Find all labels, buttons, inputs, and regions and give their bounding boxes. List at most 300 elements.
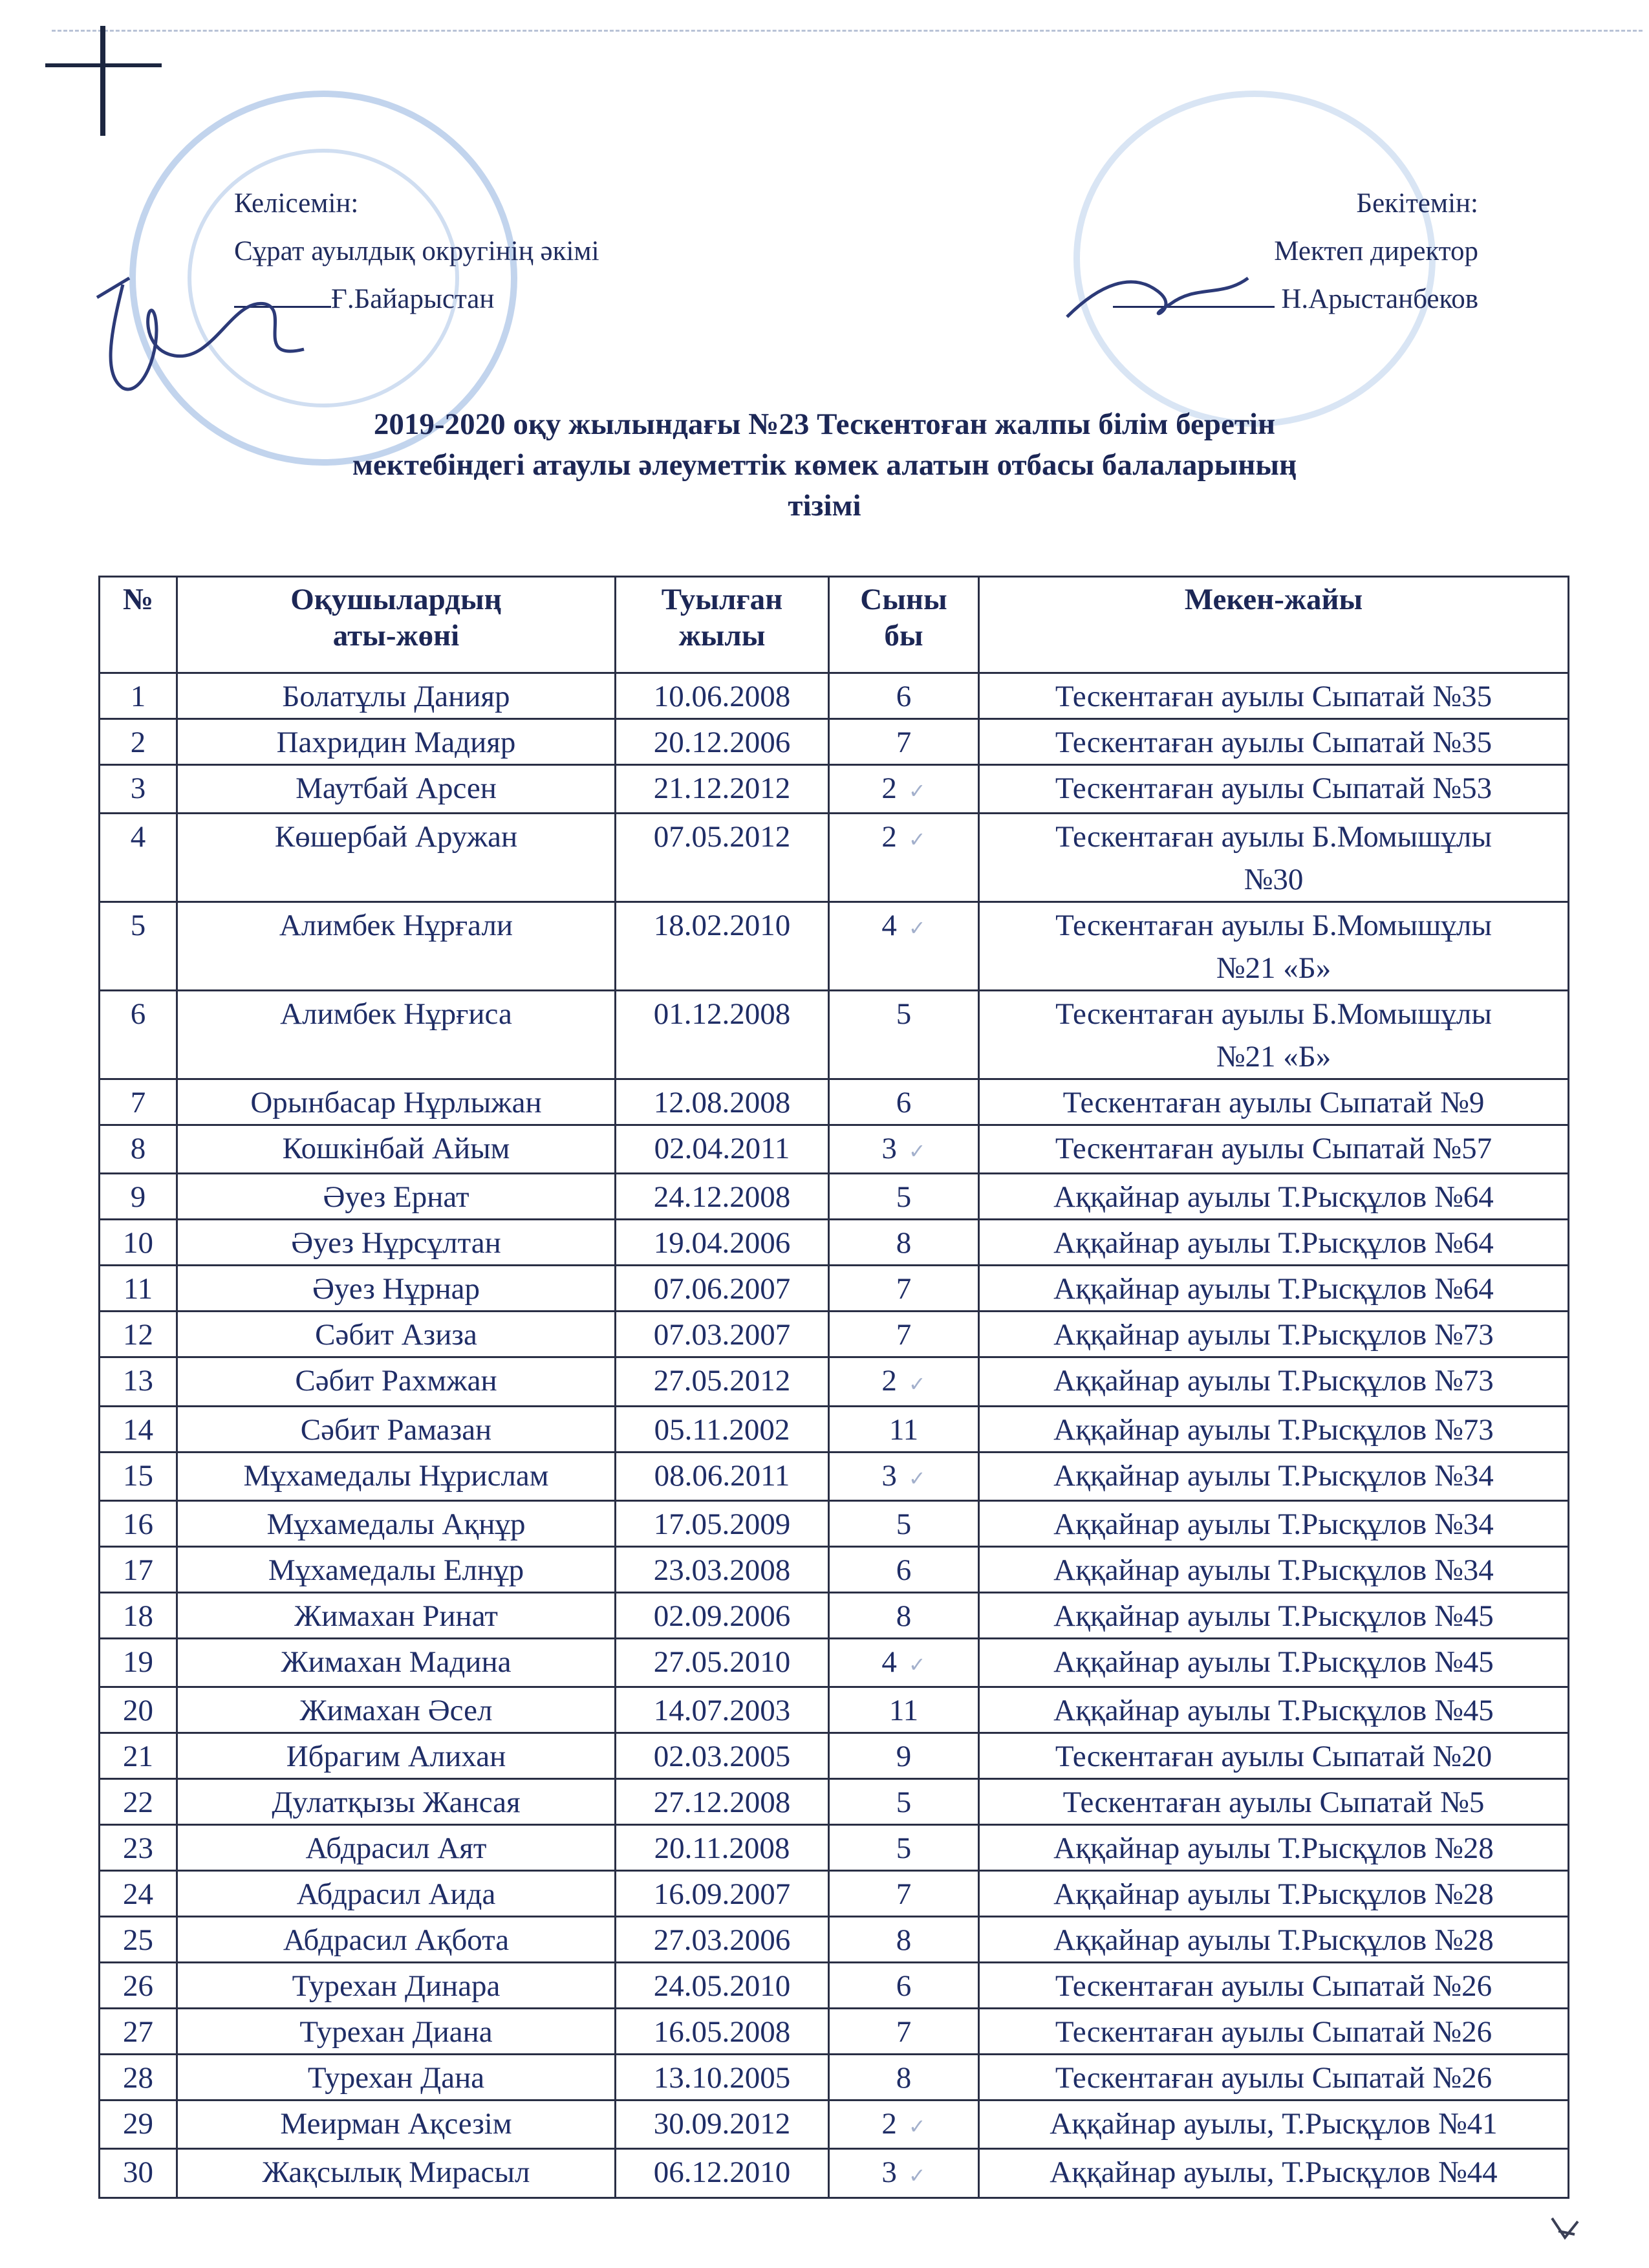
row-birth — [616, 2101, 829, 2149]
row-address-line1: Аққайнар ауылы Т.Рысқұлов №64 — [1053, 1226, 1494, 1260]
row-name-text: Абдрасил Аят — [305, 1831, 487, 1866]
row-num — [100, 991, 177, 1079]
table-row — [100, 1687, 1569, 1733]
row-birth — [616, 1220, 829, 1266]
row-num — [100, 1779, 177, 1825]
signature-right-icon — [1061, 259, 1255, 336]
row-name-text: Мұхамедалы Нұрислам — [243, 1458, 549, 1493]
row-birth-text: 16.05.2008 — [653, 2015, 791, 2049]
row-name — [177, 1452, 616, 1500]
row-num — [100, 1357, 177, 1406]
header-grade — [829, 577, 979, 673]
header-address: Мекен-жайы — [979, 577, 1569, 673]
row-num — [100, 1871, 177, 1917]
row-num-text: 19 — [123, 1645, 153, 1679]
row-grade-text: 2 — [881, 772, 897, 805]
row-num-text: 30 — [123, 2155, 153, 2190]
row-name — [177, 673, 616, 719]
row-address-line2: №21 «Б» — [1216, 951, 1331, 986]
row-grade-text: 7 — [896, 726, 912, 759]
table-row — [100, 1079, 1569, 1125]
row-birth-text: 16.09.2007 — [653, 1877, 791, 1912]
row-birth — [616, 1871, 829, 1917]
row-name — [177, 2149, 616, 2198]
approval-left-name: Ғ.Байарыстан — [331, 284, 495, 314]
row-address-line1: Тескентаған ауылы Сыпатай №53 — [1055, 772, 1493, 805]
row-num-text: 10 — [123, 1226, 153, 1260]
table-row — [100, 1825, 1569, 1871]
row-address-line1: Тескентаған ауылы Сыпатай №26 — [1055, 2061, 1493, 2095]
row-name — [177, 1500, 616, 1546]
row-grade — [829, 1312, 979, 1357]
table-row — [100, 1546, 1569, 1592]
row-name — [177, 1779, 616, 1825]
row-address — [979, 902, 1569, 991]
row-address — [979, 2101, 1569, 2149]
title-line-1: 2019-2020 оқу жылындағы №23 Тескентоған жалпы білім беретін — [373, 407, 1276, 441]
row-address — [979, 673, 1569, 719]
table-row — [100, 2055, 1569, 2101]
crop-mark-vertical — [100, 26, 105, 136]
row-num-text: 21 — [123, 1740, 153, 1774]
row-num-text: 13 — [123, 1364, 153, 1398]
row-name — [177, 1687, 616, 1733]
row-grade — [829, 814, 979, 902]
table-row — [100, 1733, 1569, 1779]
row-birth — [616, 1733, 829, 1779]
students-table — [98, 576, 1569, 2199]
row-birth — [616, 2009, 829, 2055]
row-name — [177, 1220, 616, 1266]
row-num — [100, 1917, 177, 1963]
row-birth-text: 18.02.2010 — [653, 909, 791, 943]
row-birth — [616, 991, 829, 1079]
row-grade-text: 8 — [896, 2061, 912, 2095]
row-address-line1: Тескентаған ауылы Сыпатай №26 — [1055, 2015, 1493, 2049]
row-num — [100, 1220, 177, 1266]
row-name — [177, 1825, 616, 1871]
row-num-text: 9 — [130, 1180, 146, 1215]
row-address-line1: Тескентаған ауылы Б.Момышұлы — [1055, 909, 1492, 943]
row-birth-text: 20.12.2006 — [653, 726, 791, 759]
row-grade — [829, 2149, 979, 2198]
row-grade — [829, 2055, 979, 2101]
row-address — [979, 1733, 1569, 1779]
row-grade — [829, 1546, 979, 1592]
row-address — [979, 1125, 1569, 1174]
row-address-line1: Аққайнар ауылы Т.Рысқұлов №45 — [1053, 1694, 1494, 1728]
row-birth-text: 24.05.2010 — [653, 1969, 791, 2003]
crop-mark-horizontal — [45, 63, 162, 67]
row-birth-text: 06.12.2010 — [653, 2155, 791, 2190]
row-name — [177, 1917, 616, 1963]
header-name-line2: аты-жөні — [332, 619, 460, 653]
check-mark-icon: ✓ — [908, 828, 926, 852]
row-birth-text: 12.08.2008 — [653, 1086, 791, 1120]
header-grade-line1: Сыны — [860, 583, 947, 616]
row-grade-text: 6 — [896, 1969, 912, 2003]
row-num-text: 8 — [130, 1132, 146, 1166]
row-address — [979, 991, 1569, 1079]
header-num: № — [100, 577, 177, 673]
row-name-text: Болатұлы Данияр — [282, 680, 510, 713]
table-row — [100, 673, 1569, 719]
row-grade-text: 9 — [896, 1740, 912, 1774]
row-grade-text: 3 — [881, 1132, 897, 1166]
table-row — [100, 991, 1569, 1079]
row-grade — [829, 1871, 979, 1917]
row-name — [177, 719, 616, 765]
check-mark-icon: ✓ — [908, 1372, 926, 1396]
row-grade — [829, 1266, 979, 1312]
row-grade-text: 5 — [896, 1831, 912, 1866]
row-grade-text: 5 — [896, 1180, 912, 1215]
row-address — [979, 2149, 1569, 2198]
row-address-line1: Аққайнар ауылы Т.Рысқұлов №34 — [1053, 1553, 1494, 1587]
row-grade — [829, 1079, 979, 1125]
table-row — [100, 1779, 1569, 1825]
signature-left-icon — [84, 259, 317, 414]
scan-edge-line — [52, 30, 1643, 32]
row-name — [177, 1546, 616, 1592]
row-address-line1: Аққайнар ауылы Т.Рысқұлов №73 — [1053, 1412, 1494, 1447]
row-address — [979, 1079, 1569, 1125]
row-address — [979, 1500, 1569, 1546]
row-grade — [829, 991, 979, 1079]
row-num-text: 5 — [130, 909, 146, 943]
title-line-3: тізімі — [788, 489, 861, 523]
row-birth — [616, 2055, 829, 2101]
row-grade-text: 5 — [896, 1786, 912, 1820]
row-birth — [616, 1266, 829, 1312]
row-name — [177, 1963, 616, 2009]
table-row — [100, 765, 1569, 814]
row-grade-text: 3 — [881, 2155, 897, 2190]
scan-artifact-icon — [1546, 2212, 1584, 2244]
row-name — [177, 2055, 616, 2101]
row-address-line1: Тескентаған ауылы Сыпатай №5 — [1062, 1786, 1485, 1820]
approval-left-label: Келісемін: — [234, 188, 359, 219]
row-grade-text: 7 — [896, 1318, 912, 1352]
row-birth-text: 27.12.2008 — [653, 1786, 791, 1820]
row-name-text: Әуез Нұрсұлтан — [291, 1226, 501, 1260]
row-num — [100, 1963, 177, 2009]
row-num — [100, 2149, 177, 2198]
row-birth — [616, 1963, 829, 2009]
row-address-line1: Аққайнар ауылы Т.Рысқұлов №34 — [1053, 1458, 1494, 1493]
row-name — [177, 1312, 616, 1357]
row-grade — [829, 1825, 979, 1871]
row-name-text: Әуез Ернат — [323, 1180, 469, 1215]
row-address-line1: Аққайнар ауылы Т.Рысқұлов №28 — [1053, 1877, 1494, 1912]
row-address — [979, 1174, 1569, 1220]
row-grade-text: 5 — [896, 1507, 912, 1541]
row-birth — [616, 1312, 829, 1357]
row-birth-text: 01.12.2008 — [653, 997, 791, 1031]
table-row — [100, 1638, 1569, 1687]
row-num-text: 26 — [123, 1969, 153, 2003]
row-grade-text: 6 — [896, 1086, 912, 1120]
row-grade-text: 3 — [881, 1458, 897, 1493]
row-birth-text: 02.03.2005 — [653, 1740, 791, 1774]
row-address-line1: Тескентаған ауылы Сыпатай №20 — [1055, 1740, 1493, 1774]
row-num-text: 20 — [123, 1694, 153, 1728]
row-grade-text: 7 — [896, 1877, 912, 1912]
row-address-line1: Аққайнар ауылы, Т.Рысқұлов №41 — [1050, 2107, 1498, 2141]
row-num-text: 18 — [123, 1599, 153, 1633]
row-num-text: 7 — [130, 1086, 146, 1120]
row-address-line1: Аққайнар ауылы Т.Рысқұлов №34 — [1053, 1507, 1494, 1541]
table-row — [100, 2009, 1569, 2055]
row-birth — [616, 1500, 829, 1546]
row-grade-text: 4 — [881, 1645, 897, 1679]
row-num-text: 28 — [123, 2061, 153, 2095]
row-address — [979, 1917, 1569, 1963]
row-address-line1: Тескентаған ауылы Сыпатай №35 — [1055, 680, 1493, 713]
table-row — [100, 1220, 1569, 1266]
row-name — [177, 2101, 616, 2149]
row-num-text: 16 — [123, 1507, 153, 1541]
row-num-text: 29 — [123, 2107, 153, 2141]
check-mark-icon: ✓ — [908, 916, 926, 940]
approval-right-label: Бекітемін: — [1356, 188, 1478, 219]
row-grade — [829, 1638, 979, 1687]
row-grade — [829, 902, 979, 991]
row-name-text: Сәбит Рахмжан — [295, 1364, 497, 1398]
row-address-line1: Тескентаған ауылы Сыпатай №9 — [1062, 1086, 1485, 1120]
row-birth — [616, 814, 829, 902]
row-name-text: Орынбасар Нұрлыжан — [250, 1086, 542, 1120]
row-num — [100, 2101, 177, 2149]
row-address — [979, 1825, 1569, 1871]
row-address — [979, 1638, 1569, 1687]
row-birth — [616, 1125, 829, 1174]
row-address — [979, 1452, 1569, 1500]
row-address-line1: Тескентаған ауылы Б.Момышұлы — [1055, 820, 1492, 854]
row-name-text: Мұхамедалы Елнұр — [268, 1553, 524, 1587]
row-name-text: Көшербай Аружан — [274, 820, 518, 854]
title-line-2: мектебіндегі атаулы әлеуметтік көмек алатын отбасы балаларының — [352, 448, 1297, 482]
row-address — [979, 1871, 1569, 1917]
row-name-text: Сәбит Азиза — [315, 1318, 477, 1352]
row-address — [979, 1266, 1569, 1312]
row-grade — [829, 1220, 979, 1266]
table-row — [100, 1406, 1569, 1452]
row-num — [100, 1500, 177, 1546]
check-mark-icon: ✓ — [908, 1653, 926, 1677]
table-row — [100, 1312, 1569, 1357]
check-mark-icon: ✓ — [908, 1466, 926, 1490]
row-grade — [829, 1452, 979, 1500]
row-grade — [829, 1174, 979, 1220]
row-address-line1: Тескентаған ауылы Сыпатай №26 — [1055, 1969, 1493, 2003]
header-name — [177, 577, 616, 673]
table-row — [100, 1266, 1569, 1312]
row-name — [177, 1733, 616, 1779]
row-name-text: Жимахан Әсел — [299, 1694, 493, 1728]
row-birth-text: 14.07.2003 — [653, 1694, 791, 1728]
row-name — [177, 1174, 616, 1220]
row-birth-text: 20.11.2008 — [654, 1831, 790, 1866]
row-num-text: 25 — [123, 1923, 153, 1958]
row-num — [100, 719, 177, 765]
row-birth-text: 19.04.2006 — [653, 1226, 791, 1260]
check-mark-icon: ✓ — [908, 779, 926, 803]
row-birth-text: 30.09.2012 — [653, 2107, 791, 2141]
row-grade — [829, 2009, 979, 2055]
row-birth-text: 05.11.2002 — [654, 1412, 790, 1447]
row-address-line2: №21 «Б» — [1216, 1040, 1331, 1074]
row-name — [177, 1079, 616, 1125]
row-birth — [616, 719, 829, 765]
row-num — [100, 2009, 177, 2055]
row-address — [979, 814, 1569, 902]
row-address-line1: Аққайнар ауылы Т.Рысқұлов №73 — [1053, 1318, 1494, 1352]
row-name-text: Турехан Дана — [307, 2061, 485, 2095]
row-grade — [829, 765, 979, 814]
row-grade-text: 8 — [896, 1226, 912, 1260]
row-num-text: 2 — [130, 726, 146, 759]
row-name — [177, 2009, 616, 2055]
row-birth — [616, 1592, 829, 1638]
row-birth-text: 13.10.2005 — [653, 2061, 791, 2095]
table-row — [100, 1963, 1569, 2009]
row-name — [177, 765, 616, 814]
row-address — [979, 1546, 1569, 1592]
row-grade-text: 2 — [881, 2107, 897, 2141]
row-birth — [616, 673, 829, 719]
row-name — [177, 1125, 616, 1174]
row-num-text: 17 — [123, 1553, 153, 1587]
row-num-text: 15 — [123, 1458, 153, 1493]
row-address — [979, 1357, 1569, 1406]
row-birth-text: 27.05.2012 — [653, 1364, 791, 1398]
row-name-text: Абдрасил Аида — [296, 1877, 496, 1912]
row-birth — [616, 902, 829, 991]
row-birth-text: 07.03.2007 — [653, 1318, 791, 1352]
row-grade-text: 7 — [896, 2015, 912, 2049]
header-birth-line2: жылы — [678, 619, 766, 653]
row-num — [100, 1174, 177, 1220]
row-num — [100, 1687, 177, 1733]
table-row — [100, 1871, 1569, 1917]
row-address — [979, 765, 1569, 814]
row-grade-text: 6 — [896, 1553, 912, 1587]
row-name — [177, 1638, 616, 1687]
row-address — [979, 1963, 1569, 2009]
row-num — [100, 1592, 177, 1638]
row-grade-text: 5 — [896, 997, 912, 1031]
row-address-line1: Аққайнар ауылы Т.Рысқұлов №73 — [1053, 1364, 1494, 1398]
row-name — [177, 814, 616, 902]
row-address — [979, 2055, 1569, 2101]
row-birth — [616, 1452, 829, 1500]
table-row — [100, 1592, 1569, 1638]
row-birth — [616, 2149, 829, 2198]
row-address — [979, 1592, 1569, 1638]
row-address-line2: №30 — [1244, 863, 1304, 897]
row-address — [979, 1406, 1569, 1452]
table-row — [100, 1174, 1569, 1220]
row-grade — [829, 673, 979, 719]
row-grade — [829, 1733, 979, 1779]
row-birth — [616, 1687, 829, 1733]
row-num-text: 24 — [123, 1877, 153, 1912]
row-birth — [616, 1917, 829, 1963]
row-num — [100, 2055, 177, 2101]
row-name-text: Ибрагим Алихан — [286, 1740, 506, 1774]
row-name-text: Мұхамедалы Ақнұр — [266, 1507, 526, 1541]
row-num — [100, 1079, 177, 1125]
table-row — [100, 1917, 1569, 1963]
approval-right-name: Н.Арыстанбеков — [1281, 284, 1478, 314]
row-grade-text: 2 — [881, 820, 897, 854]
row-address-line1: Аққайнар ауылы, Т.Рысқұлов №44 — [1050, 2155, 1498, 2190]
row-birth — [616, 1174, 829, 1220]
row-name-text: Сәбит Рамазан — [300, 1412, 492, 1447]
table-row — [100, 1500, 1569, 1546]
row-birth-text: 07.06.2007 — [653, 1272, 791, 1306]
row-birth — [616, 1825, 829, 1871]
row-birth-text: 24.12.2008 — [653, 1180, 791, 1215]
check-mark-icon: ✓ — [908, 2115, 926, 2139]
row-birth-text: 27.03.2006 — [653, 1923, 791, 1958]
row-num-text: 6 — [130, 997, 146, 1031]
table-row — [100, 719, 1569, 765]
row-birth-text: 21.12.2012 — [653, 772, 791, 805]
row-grade — [829, 1357, 979, 1406]
row-grade-text: 8 — [896, 1599, 912, 1633]
row-address-line1: Тескентаған ауылы Б.Момышұлы — [1055, 997, 1492, 1031]
row-name — [177, 991, 616, 1079]
row-num — [100, 1825, 177, 1871]
header-grade-line2: бы — [884, 619, 923, 653]
check-mark-icon: ✓ — [908, 1139, 926, 1163]
row-num — [100, 1733, 177, 1779]
row-grade — [829, 1500, 979, 1546]
row-grade-text: 8 — [896, 1923, 912, 1958]
row-name-text: Кошкінбай Айым — [282, 1132, 510, 1166]
row-name-text: Турехан Динара — [292, 1969, 501, 2003]
row-address — [979, 1687, 1569, 1733]
header-birth-line1: Туылған — [661, 583, 783, 616]
row-birth-text: 17.05.2009 — [653, 1507, 791, 1541]
row-grade — [829, 1592, 979, 1638]
row-birth-text: 10.06.2008 — [653, 680, 791, 713]
row-grade — [829, 1963, 979, 2009]
table-header-row — [100, 577, 1569, 673]
check-mark-icon: ✓ — [908, 2163, 926, 2187]
approval-left-position: Сұрат ауылдық округінің әкімі — [234, 236, 599, 266]
row-grade-text: 11 — [889, 1412, 919, 1447]
row-birth-text: 02.09.2006 — [653, 1599, 791, 1633]
row-name — [177, 902, 616, 991]
row-birth-text: 23.03.2008 — [653, 1553, 791, 1587]
row-birth — [616, 1357, 829, 1406]
row-birth — [616, 765, 829, 814]
row-name-text: Абдрасил Ақбота — [283, 1923, 510, 1958]
row-name-text: Алимбек Нұрғиса — [280, 997, 512, 1031]
row-num — [100, 1452, 177, 1500]
row-grade — [829, 1125, 979, 1174]
row-address-line1: Аққайнар ауылы Т.Рысқұлов №64 — [1053, 1180, 1494, 1215]
row-name — [177, 1871, 616, 1917]
row-address-line1: Аққайнар ауылы Т.Рысқұлов №45 — [1053, 1599, 1494, 1633]
row-num-text: 11 — [123, 1272, 153, 1306]
row-num — [100, 1406, 177, 1452]
row-num — [100, 673, 177, 719]
approval-right-position: Мектеп директор — [1274, 236, 1478, 266]
